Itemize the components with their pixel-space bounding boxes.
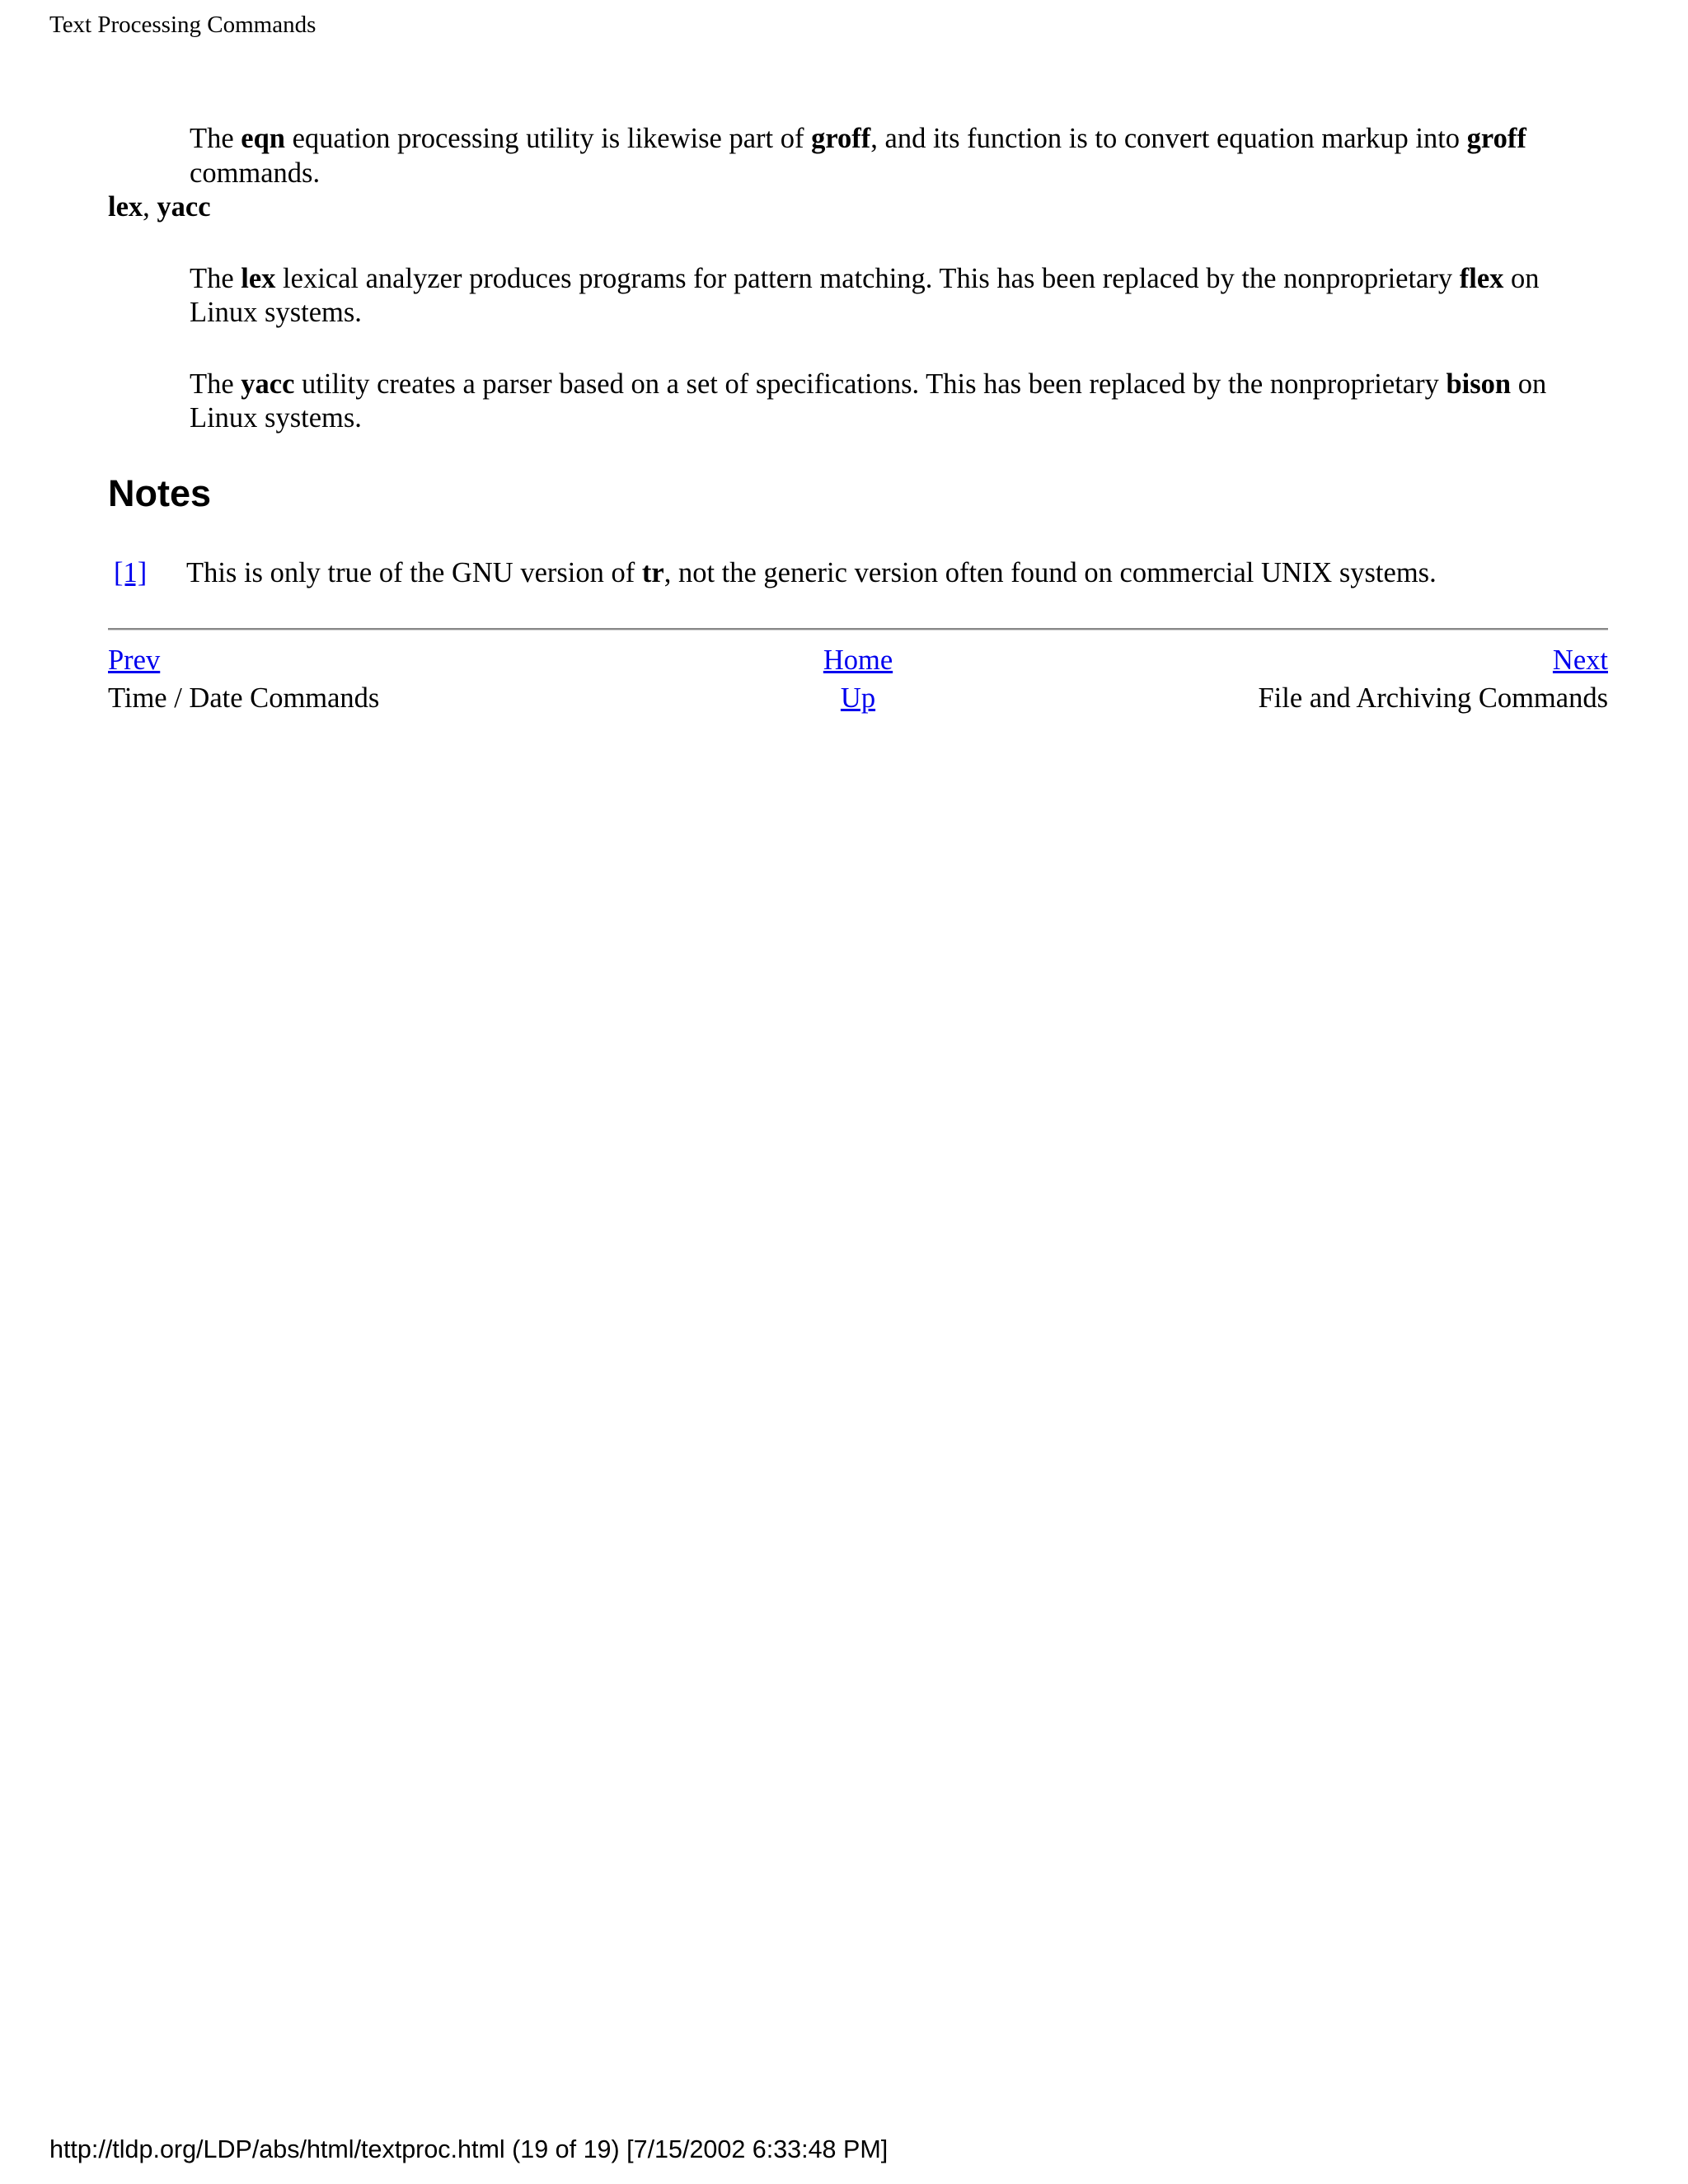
eqn-description: [190, 122, 1582, 190]
footnote-1-link[interactable]: [1]: [114, 556, 148, 588]
text-run: This is only true of the GNU version of: [186, 556, 642, 588]
page-footer-url: http://tldp.org/LDP/abs/html/textproc.html (19 of 19) [7/15/2002 6:33:48 PM]: [49, 2135, 889, 2163]
text-run: The: [190, 123, 241, 154]
main-content: [108, 122, 1608, 590]
term-yacc: yacc: [157, 191, 211, 223]
nav-next-cell: [1108, 641, 1608, 679]
text-run: The: [190, 368, 241, 400]
command-name-groff: groff: [1466, 123, 1526, 154]
term-lex-yacc: [108, 190, 1608, 225]
nav-row-links: [108, 641, 1608, 679]
prev-title: Time / Date Commands: [108, 682, 380, 714]
prev-link[interactable]: Prev: [108, 644, 161, 676]
next-link[interactable]: Next: [1552, 644, 1608, 676]
text-run: on Linux systems.: [190, 368, 1547, 434]
text-run: equation processing utility is likewise part of: [284, 123, 812, 154]
footnote-1: [108, 556, 1608, 591]
text-run: , and its function is to convert equation markup into: [870, 123, 1467, 154]
term-separator: ,: [143, 191, 157, 223]
text-run: The: [190, 262, 241, 294]
term-lex: lex: [108, 191, 143, 223]
footnote-mark-cell: [108, 556, 186, 591]
command-name-yacc: yacc: [241, 368, 295, 400]
command-name-bison: bison: [1446, 368, 1512, 400]
command-name-eqn: eqn: [241, 123, 285, 154]
text-run: lexical analyzer produces programs for pattern matching. This has been replaced by the nonproprietary: [275, 262, 1460, 294]
command-name-lex: lex: [241, 262, 276, 294]
nav-row-titles: [108, 679, 1608, 717]
text-run: commands.: [190, 157, 321, 189]
lex-description: [190, 262, 1582, 330]
command-name-flex: flex: [1459, 262, 1504, 294]
text-run: utility creates a parser based on a set of specifications. This has been replaced by the nonproprietary: [294, 368, 1447, 400]
command-name-tr: tr: [641, 556, 664, 588]
navigation-divider: [108, 628, 1608, 630]
nav-up-cell: [608, 679, 1109, 717]
notes-heading: Notes: [108, 471, 212, 514]
page-header-title: Text Processing Commands: [49, 12, 316, 38]
text-run: on Linux systems.: [190, 262, 1540, 328]
home-link[interactable]: Home: [823, 644, 893, 676]
text-run: , not the generic version often found on commercial UNIX systems.: [663, 556, 1437, 588]
footnote-1-text: [186, 556, 1437, 591]
nav-prev-cell: [108, 641, 608, 679]
command-name-groff: groff: [811, 123, 871, 154]
nav-home-cell: [608, 641, 1109, 679]
navigation-footer: [108, 641, 1608, 717]
yacc-description: [190, 368, 1582, 436]
next-title: File and Archiving Commands: [1258, 682, 1608, 714]
up-link[interactable]: Up: [840, 682, 876, 714]
